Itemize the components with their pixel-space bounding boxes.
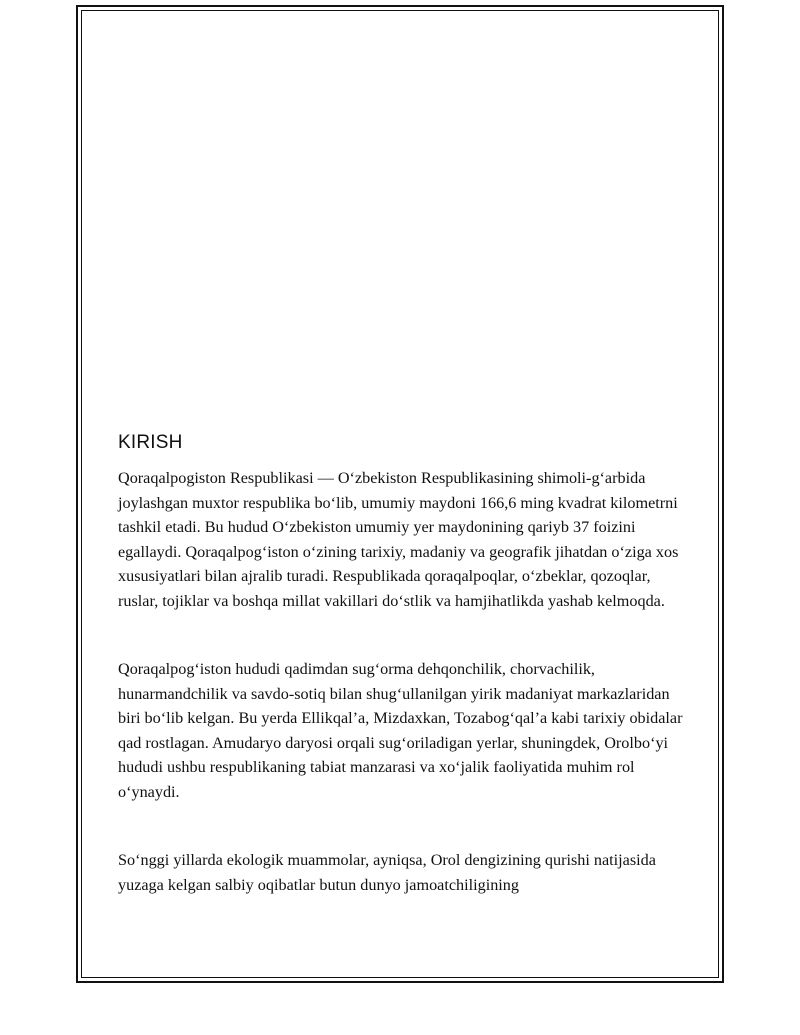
paragraph-2: Qoraqalpog‘iston hududi qadimdan sug‘orma dehqonchilik, chorvachilik, hunarmandchilik va savdo-sotiq bilan shug‘ullanilgan yirik madaniyat markazlaridan biri bo‘lib kelgan. Bu yerda Ellikqal’a, Mizdaxkan, Tozabog‘qal’a kabi tarixiy obidalar qad rostlagan. Amudaryo daryosi orqali sug‘oriladigan yerlar, shuningdek, Orolbo‘yi hududi ushbu respublikaning tabiat manzarasi va xo‘jalik faoliyatida muhim rol o‘ynaydi. [118, 660, 683, 801]
section-heading: KIRISH [118, 432, 183, 453]
document-body [118, 432, 693, 897]
paragraph-1: Qoraqalpogiston Respublikasi — O‘zbekiston Respublikasining shimoli-g‘arbida joylashgan muxtor respublika bo‘lib, umumiy maydoni 166,6 ming kvadrat kilometrni tashkil etadi. Bu hudud O‘zbekiston umumiy yer maydonining qariyb 37 foizini egallaydi. Qoraqalpog‘iston o‘zining tarixiy, madaniy va geografik jihatdan o‘ziga xos xususiyatlari bilan ajralib turadi. Respublikada qoraqalpoqlar, o‘zbeklar, qozoqlar, ruslar, tojiklar va boshqa millat vakillari do‘stlik va hamjihatlikda yashab kelmoqda. [118, 469, 679, 610]
paragraph-3: So‘nggi yillarda ekologik muammolar, ayniqsa, Orol dengizining qurishi natijasida yuzaga kelgan salbiy oqibatlar butun dunyo jamoatchiligining [118, 851, 656, 894]
